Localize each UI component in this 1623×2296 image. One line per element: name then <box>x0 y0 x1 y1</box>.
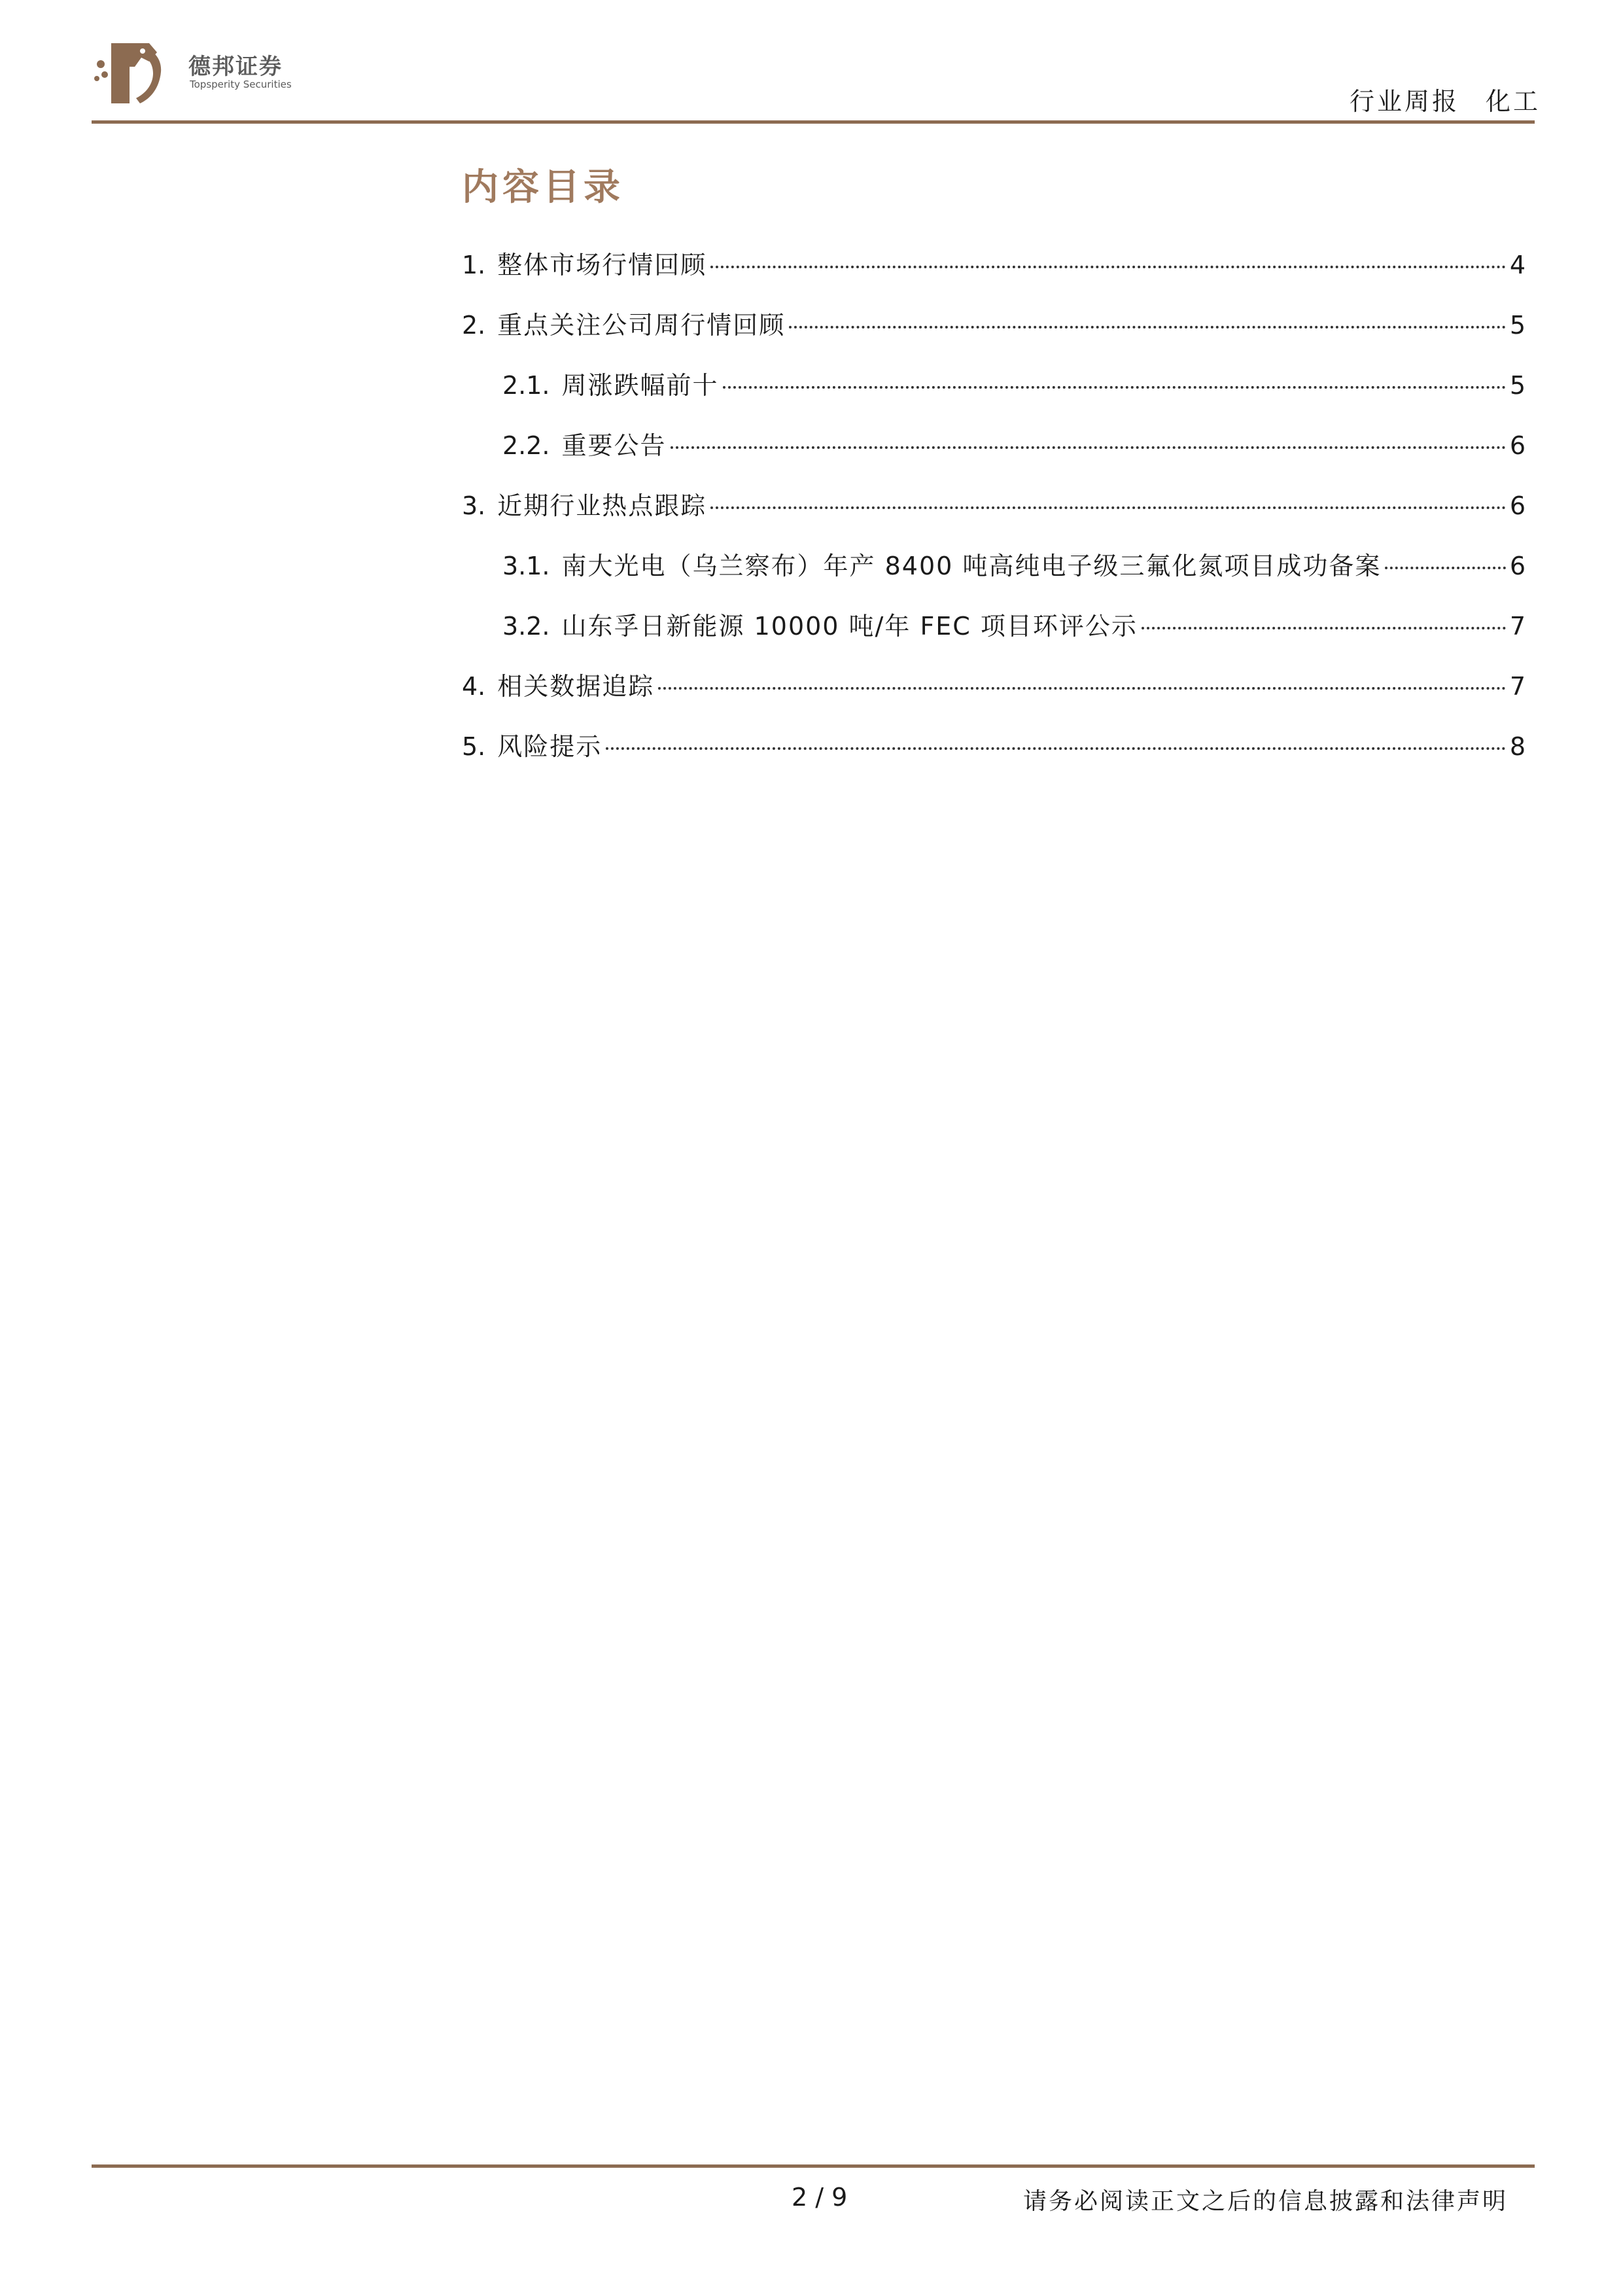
toc-entry-page: 7 <box>1509 612 1526 641</box>
toc-dot-leader <box>606 747 1506 750</box>
toc-entry-1[interactable] <box>462 245 1526 285</box>
toc-dot-leader <box>658 687 1506 690</box>
toc-dot-leader <box>1142 627 1506 629</box>
logo-company-name-en: Topsperity Securities <box>190 79 292 90</box>
toc-entry-page: 8 <box>1509 732 1526 761</box>
toc-entry-number: 5. <box>462 732 486 761</box>
toc-entry-3-1[interactable] <box>502 546 1526 586</box>
toc-entry-title: 重要公告 <box>561 431 667 460</box>
toc-dot-leader <box>789 326 1506 328</box>
toc-dot-leader <box>710 266 1506 268</box>
toc-entry-page: 6 <box>1509 491 1526 520</box>
toc-entry-number: 3.2. <box>502 612 550 641</box>
toc-entry-number: 1. <box>462 251 486 279</box>
toc-dot-leader <box>723 386 1506 389</box>
toc-entry-page: 5 <box>1509 311 1526 340</box>
toc-entry-page: 6 <box>1509 431 1526 460</box>
toc-dot-leader <box>671 446 1506 449</box>
footer-divider <box>92 2164 1535 2168</box>
toc-entry-number: 2.1. <box>502 371 550 400</box>
toc-entry-4[interactable] <box>462 667 1526 706</box>
toc-entry-5[interactable] <box>462 727 1526 766</box>
toc-entry-number: 2. <box>462 311 486 340</box>
toc-entry-title: 重点关注公司周行情回顾 <box>497 311 786 340</box>
toc-entry-2-1[interactable] <box>502 366 1526 405</box>
toc-entry-number: 2.2. <box>502 431 550 460</box>
toc-entry-title: 南大光电（乌兰察布）年产 8400 吨高纯电子级三氟化氮项目成功备案 <box>561 552 1382 580</box>
toc-entry-title: 山东孚日新能源 10000 吨/年 FEC 项目环评公示 <box>561 612 1138 641</box>
header-divider <box>92 120 1535 124</box>
report-category <box>1350 81 1541 117</box>
toc-dot-leader <box>1385 567 1505 569</box>
brand-logo <box>92 38 301 110</box>
toc-entry-page: 5 <box>1509 371 1526 400</box>
toc-entry-3[interactable] <box>462 486 1526 525</box>
toc-entry-number: 4. <box>462 672 486 701</box>
toc-entry-number: 3.1. <box>502 552 550 580</box>
page-indicator: 2 / 9 <box>792 2183 848 2212</box>
toc-entry-3-2[interactable] <box>502 607 1526 646</box>
toc-entry-page: 6 <box>1509 552 1526 580</box>
toc-entry-page: 4 <box>1509 251 1526 279</box>
toc-entry-title: 风险提示 <box>497 732 602 761</box>
report-type: 行业周报 <box>1349 87 1459 116</box>
toc-entry-page: 7 <box>1509 672 1526 701</box>
toc-entry-title: 周涨跌幅前十 <box>561 371 719 400</box>
toc-entry-title: 相关数据追踪 <box>497 672 655 701</box>
toc-entry-title: 近期行业热点跟踪 <box>497 491 707 520</box>
toc-entry-2-2[interactable] <box>502 426 1526 465</box>
toc-entry-title: 整体市场行情回顾 <box>497 251 707 279</box>
logo-company-name: 德邦证券 <box>188 54 283 80</box>
toc-entry-2[interactable] <box>462 306 1526 345</box>
toc-title: 内容目录 <box>462 166 624 209</box>
logo-icon <box>92 38 170 110</box>
legal-disclaimer: 请务必阅读正文之后的信息披露和法律声明 <box>1022 2188 1508 2215</box>
toc-entry-number: 3. <box>462 491 486 520</box>
toc-dot-leader <box>710 506 1506 509</box>
industry-label: 化工 <box>1485 87 1541 116</box>
